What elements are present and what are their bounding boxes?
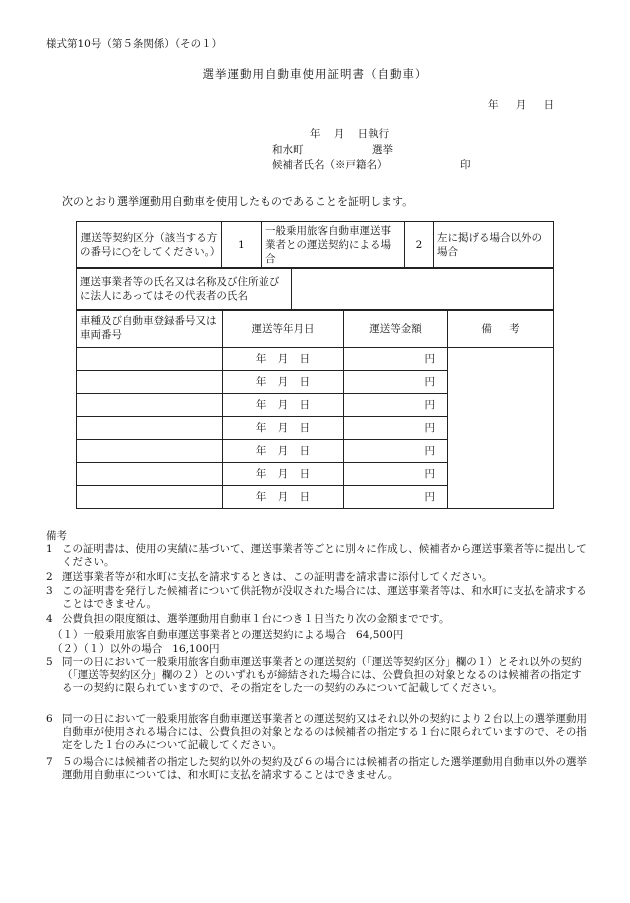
vehicle-cell[interactable] bbox=[77, 417, 223, 440]
town-name: 和水町 bbox=[272, 144, 304, 156]
amount-column-header: 運送等金額 bbox=[344, 310, 448, 348]
date-cell[interactable]: 年 月 日 bbox=[223, 371, 344, 394]
amount-cell[interactable]: 円 bbox=[344, 463, 448, 486]
vehicle-cell[interactable] bbox=[77, 440, 223, 463]
date-cell[interactable]: 年 月 日 bbox=[223, 348, 344, 371]
vehicle-cell[interactable] bbox=[77, 371, 223, 394]
note-number: 1 bbox=[46, 543, 53, 555]
limit-1 bbox=[52, 627, 403, 642]
records-table bbox=[76, 309, 554, 509]
seal-mark: 印 bbox=[460, 159, 471, 171]
candidate-name-label: 候補者氏名（※戸籍名） bbox=[272, 159, 388, 171]
remarks-column-header: 備 考 bbox=[448, 310, 554, 348]
option-2-text: 左に掲げる場合以外の場合 bbox=[434, 222, 554, 269]
vehicle-cell[interactable] bbox=[77, 463, 223, 486]
note-text: ５の場合には候補者の指定した契約以外の契約及び６の場合には候補者の指定した選挙運動用自動車以外の選挙運動用自動車については、和水町に支払を請求することはできません。 bbox=[62, 756, 587, 782]
notes-title: 備考 bbox=[46, 530, 67, 542]
table-row bbox=[77, 348, 554, 371]
amount-cell[interactable]: 円 bbox=[344, 394, 448, 417]
note-text: この証明書を発行した候補者について供託物が没収された場合には、運送事業者等は、和水町に支払を請求することはできません。 bbox=[62, 585, 587, 611]
note-item bbox=[46, 656, 590, 696]
operator-table bbox=[76, 267, 554, 311]
note-number: 5 bbox=[46, 656, 53, 668]
note-number: 4 bbox=[46, 613, 53, 625]
amount-cell[interactable]: 円 bbox=[344, 417, 448, 440]
note-text: 運送事業者等が和水町に支払を請求するときは、この証明書を請求書に添付してください。 bbox=[62, 571, 493, 583]
note-item bbox=[46, 756, 590, 782]
note-text: 公費負担の限度額は、選挙運動用自動車１台につき１日当たり次の金額までです。 bbox=[62, 613, 450, 625]
remarks-cell[interactable] bbox=[448, 348, 554, 509]
contract-type-label: 運送等契約区分（該当する方の番号に○をしてください。） bbox=[77, 222, 222, 269]
limit-2-amount: 16,100円 bbox=[172, 643, 220, 655]
note-text: 同一の日において一般乗用旅客自動車運送事業者との運送契約又はそれ以外の契約により２台以上の選挙運動用自動車が使用される場合には、公費負担の対象となるのは候補者の指定する１台に限られていますので、その指定をした１台のみについて記載してください。 bbox=[62, 713, 587, 752]
vehicle-cell[interactable] bbox=[77, 348, 223, 371]
note-item bbox=[46, 585, 590, 611]
form-number: 様式第10号（第５条関係）（その１） bbox=[46, 38, 223, 50]
date-cell[interactable]: 年 月 日 bbox=[223, 394, 344, 417]
operator-field[interactable] bbox=[292, 268, 554, 311]
amount-cell[interactable]: 円 bbox=[344, 440, 448, 463]
operator-label: 運送事業者等の氏名又は名称及び住所並びに法人にあってはその代表者の氏名 bbox=[77, 268, 292, 311]
note-item bbox=[46, 713, 590, 753]
limit-2-label: （２）（１）以外の場合 bbox=[52, 643, 163, 655]
option-1-text: 一般乗用旅客自動車運送事業者との運送契約による場合 bbox=[262, 222, 405, 269]
note-item bbox=[46, 571, 590, 584]
note-number: 2 bbox=[46, 571, 53, 583]
amount-cell[interactable]: 円 bbox=[344, 371, 448, 394]
document-title: 選挙運動用自動車使用証明書（自動車） bbox=[202, 67, 428, 81]
note-number: 6 bbox=[46, 713, 53, 725]
note-item bbox=[46, 613, 590, 626]
limit-1-label: （１）一般乗用旅客自動車運送事業者との運送契約による場合 bbox=[52, 629, 346, 641]
election-date: 年 月 日執行 bbox=[310, 128, 390, 140]
amount-cell[interactable]: 円 bbox=[344, 348, 448, 371]
limit-2 bbox=[52, 641, 220, 656]
limit-1-amount: 64,500円 bbox=[356, 629, 404, 641]
usage-table bbox=[76, 221, 554, 269]
vehicle-column-header: 車種及び自動車登録番号又は車両番号 bbox=[77, 310, 223, 348]
date-cell[interactable]: 年 月 日 bbox=[223, 417, 344, 440]
note-number: 3 bbox=[46, 585, 53, 597]
date-cell[interactable]: 年 月 日 bbox=[223, 440, 344, 463]
note-text: 同一の日において一般乗用旅客自動車運送事業者との運送契約（「運送等契約区分」欄の１）とそれ以外の契約（「運送等契約区分」欄の２）とのいずれもが締結された場合には、公費負担の対象となるのは候補者の指定する一の契約に限られていますので、その指定をした一の契約のみについて記載してください。 bbox=[62, 656, 582, 695]
date-column-header: 運送等年月日 bbox=[223, 310, 344, 348]
option-2-number[interactable]: 2 bbox=[405, 222, 434, 269]
election-name: 選挙 bbox=[372, 144, 393, 156]
note-item bbox=[46, 543, 590, 569]
date-cell[interactable]: 年 月 日 bbox=[223, 463, 344, 486]
vehicle-cell[interactable] bbox=[77, 486, 223, 509]
note-number: 7 bbox=[46, 756, 53, 768]
certification-statement: 次のとおり選挙運動用自動車を使用したものであることを証明します。 bbox=[62, 195, 414, 208]
amount-cell[interactable]: 円 bbox=[344, 486, 448, 509]
issue-date: 年 月 日 bbox=[488, 99, 555, 111]
date-cell[interactable]: 年 月 日 bbox=[223, 486, 344, 509]
note-text: この証明書は、使用の実績に基づいて、運送事業者等ごとに別々に作成し、候補者から運送事業者等に提出してください。 bbox=[62, 543, 587, 569]
option-1-number[interactable]: 1 bbox=[222, 222, 262, 269]
vehicle-cell[interactable] bbox=[77, 394, 223, 417]
